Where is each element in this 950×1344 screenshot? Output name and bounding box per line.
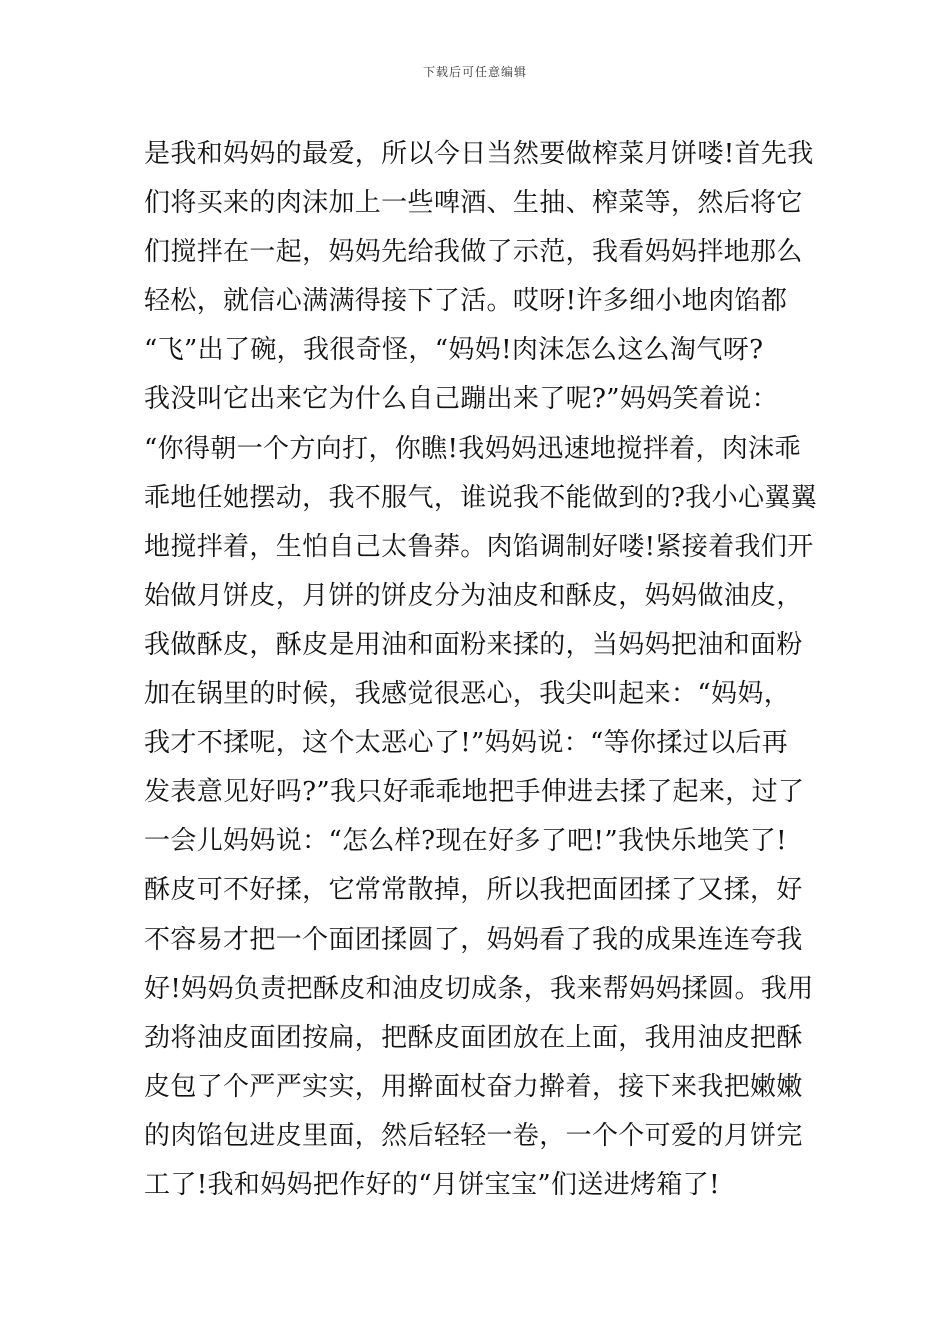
body-line: 工了!我和妈妈把作好的“月饼宝宝”们送进烤箱了! (144, 1169, 720, 1200)
body-line: 一会儿妈妈说：“怎么样?现在好多了吧!”我快乐地笑了! (144, 826, 787, 857)
body-line: 加在锅里的时候，我感觉很恶心，我尖叫起来：“妈妈， (144, 679, 791, 710)
body-line: 皮包了个严严实实，用擀面杖奋力擀着，接下来我把嫩嫩 (144, 1071, 803, 1102)
body-line: 酥皮可不好揉，它常常散掉，所以我把面团揉了又揉，好 (144, 875, 803, 906)
body-line: 始做月饼皮，月饼的饼皮分为油皮和酥皮，妈妈做油皮， (144, 580, 803, 611)
body-line: 不容易才把一个面团揉圆了，妈妈看了我的成果连连夸我 (144, 924, 803, 955)
body-line: 我做酥皮，酥皮是用油和面粉来揉的，当妈妈把油和面粉 (144, 629, 803, 660)
page-header: 下载后可任意编辑 (422, 65, 527, 79)
body-line: 的肉馅包进皮里面，然后轻轻一卷，一个个可爱的月饼完 (144, 1120, 803, 1151)
body-line: 发表意见好吗?”我只好乖乖地把手伸进去揉了起来，过了 (144, 777, 805, 808)
body-line: “飞”出了碗，我很奇怪，“妈妈!肉沫怎么这么淘气呀? (144, 335, 764, 366)
body-line: 劲将油皮面团按扁，把酥皮面团放在上面，我用油皮把酥 (144, 1022, 803, 1053)
body-line: 我才不揉呢，这个太恶心了!”妈妈说：“等你揉过以后再 (144, 728, 789, 759)
body-line: “你得朝一个方向打，你瞧!我妈妈迅速地搅拌着，肉沫乖 (144, 433, 801, 464)
body-line: 们将买来的肉沫加上一些啤酒、生抽、榨菜等，然后将它 (144, 188, 803, 219)
body-line: 是我和妈妈的最爱，所以今日当然要做榨菜月饼喽!首先我 (144, 139, 814, 169)
document-body (144, 130, 824, 1210)
body-line: 地搅拌着，生怕自己太鲁莽。肉馅调制好喽!紧接着我们开 (144, 531, 814, 562)
body-line: 们搅拌在一起，妈妈先给我做了示范，我看妈妈拌地那么 (144, 237, 803, 268)
body-line: 好!妈妈负责把酥皮和油皮切成条，我来帮妈妈揉圆。我用 (144, 973, 814, 1004)
body-line: 轻松，就信心满满得接下了活。哎呀!许多细小地肉馅都 (144, 286, 788, 317)
body-line: 乖地任她摆动，我不服气，谁说我不能做到的?我小心翼翼 (144, 482, 818, 513)
body-line: 我没叫它出来它为什么自己蹦出来了呢?”妈妈笑着说： (144, 384, 778, 415)
